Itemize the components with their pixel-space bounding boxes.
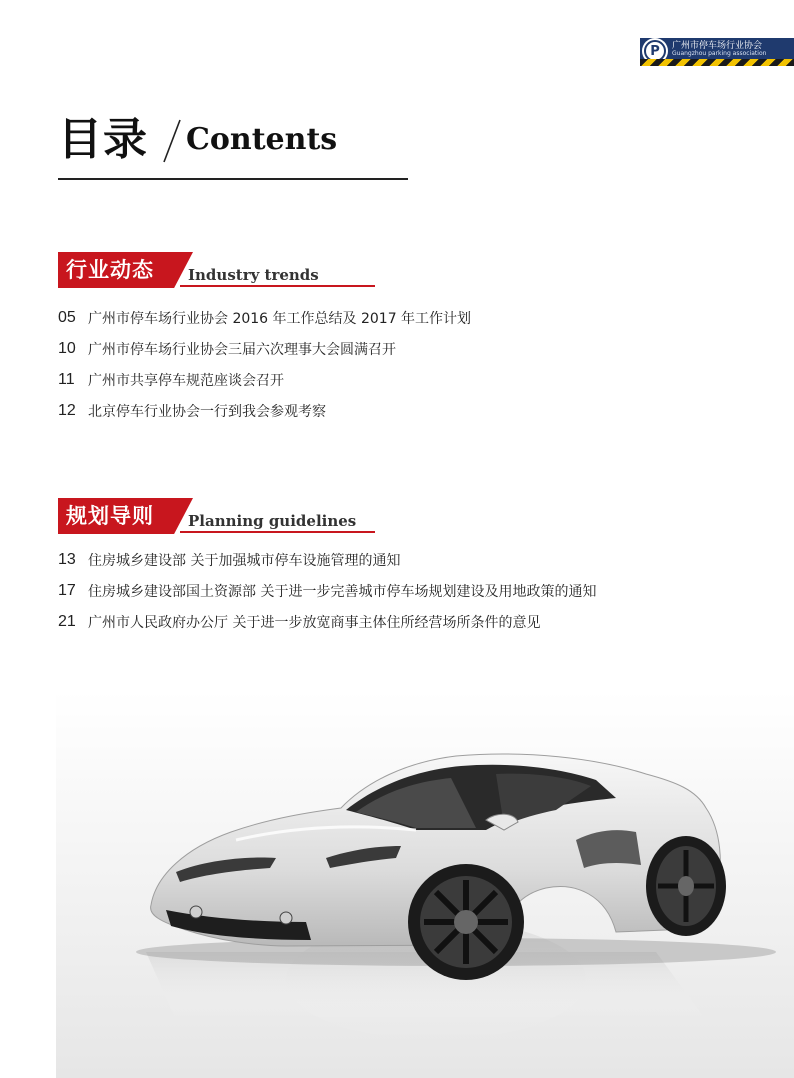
page-number: 11 xyxy=(58,370,75,388)
entry-title: 住房城乡建设部 关于加强城市停车设施管理的通知 xyxy=(88,552,401,569)
section-rule xyxy=(180,531,375,533)
section-title-en: Planning guidelines xyxy=(188,512,357,530)
toc-entry[interactable] xyxy=(58,606,758,637)
entry-title: 广州市停车场行业协会三届六次理事大会圆满召开 xyxy=(88,341,396,358)
section-title-cn: 规划导则 xyxy=(66,504,154,528)
toc-entry[interactable] xyxy=(58,395,758,426)
section-title-cn: 行业动态 xyxy=(66,258,154,282)
entry-title: 北京停车行业协会一行到我会参观考察 xyxy=(88,403,326,420)
entry-title: 住房城乡建设部国土资源部 关于进一步完善城市停车场规划建设及用地政策的通知 xyxy=(88,583,597,600)
title-slash-divider xyxy=(160,118,184,164)
toc-entry[interactable] xyxy=(58,544,758,575)
page-number: 12 xyxy=(58,401,76,419)
entry-title: 广州市停车场行业协会 2016 年工作总结及 2017 年工作计划 xyxy=(88,310,472,327)
entry-title: 广州市共享停车规范座谈会召开 xyxy=(88,372,284,389)
association-name: 广州市停车场行业协会 xyxy=(672,41,763,51)
section-rule xyxy=(180,285,375,287)
section-title-en: Industry trends xyxy=(188,266,319,284)
hazard-stripe xyxy=(640,59,794,66)
page-number: 17 xyxy=(58,581,76,599)
page-title-en: Contents xyxy=(186,122,338,157)
toc-entry[interactable] xyxy=(58,333,758,364)
page-number: 13 xyxy=(58,550,76,568)
association-badge xyxy=(640,38,794,66)
sports-car-illustration xyxy=(56,690,794,1078)
toc-list-industry-trends xyxy=(58,302,758,426)
page-number: 21 xyxy=(58,612,76,630)
toc-entry[interactable] xyxy=(58,302,758,333)
car-image xyxy=(56,690,794,1078)
toc-list-planning-guidelines xyxy=(58,544,758,637)
entry-title: 广州市人民政府办公厅 关于进一步放宽商事主体住所经营场所条件的意见 xyxy=(88,614,541,631)
page-number: 05 xyxy=(58,308,76,326)
page-title-cn: 目录 xyxy=(58,114,148,165)
association-name-en: Guangzhou parking association xyxy=(672,50,767,57)
title-underline xyxy=(58,178,408,180)
parking-logo-icon: P xyxy=(644,40,666,62)
toc-entry[interactable] xyxy=(58,364,758,395)
toc-entry[interactable] xyxy=(58,575,758,606)
page-number: 10 xyxy=(58,339,76,357)
